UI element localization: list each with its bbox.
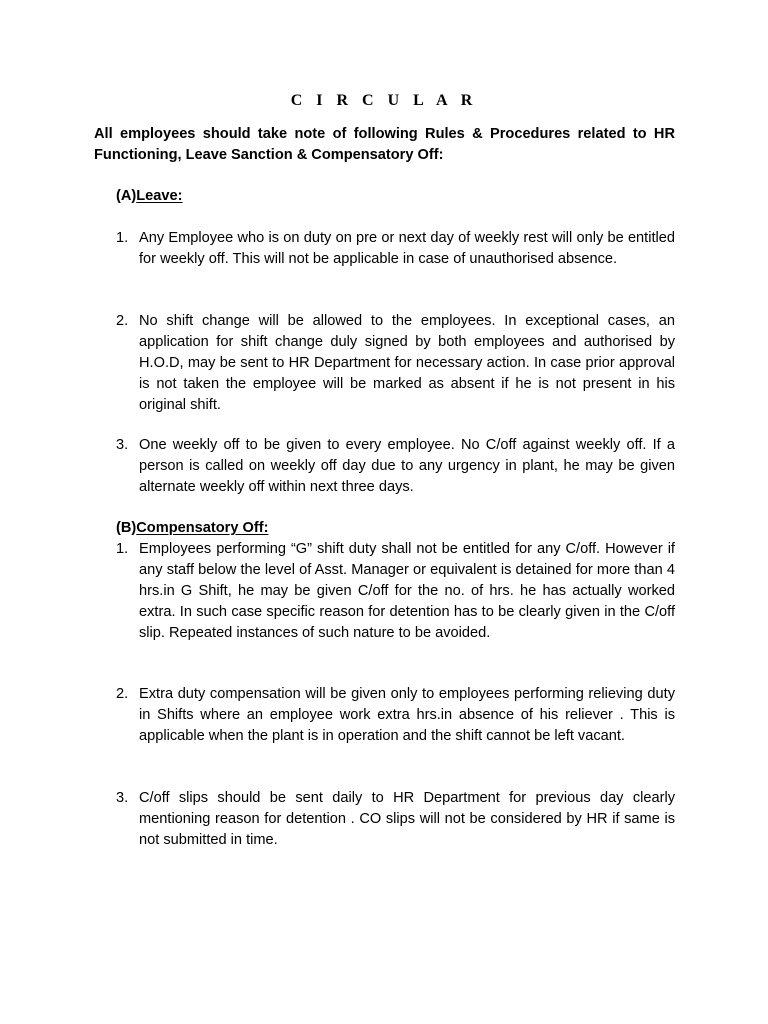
list-item	[116, 228, 675, 270]
item-number: 3.	[116, 437, 129, 453]
item-number: 2.	[116, 313, 129, 329]
section-label: Leave:	[136, 188, 183, 204]
item-text: Employees performing “G” shift duty shall not be entitled for any C/off. However if any staff below the level of Asst. Manager or equivalent is detained for more than 4 hrs.in G Shift, he may be given C/off for the no. of hrs. he has actually worked extra. In such case specific reason for detention has to be clearly given in the C/off slip. Repeated instances of such nature to be avoided.	[139, 541, 675, 641]
section-heading-leave	[116, 186, 183, 207]
item-text: C/off slips should be sent daily to HR Department for previous day clearly mentioning reason for detention . CO slips will not be considered by HR if same is not submitted in time.	[139, 790, 675, 848]
section-marker: (B)	[116, 520, 137, 536]
section-marker: (A)	[116, 188, 137, 204]
item-number: 2.	[116, 686, 129, 702]
intro-paragraph: All employees should take note of following Rules & Procedures related to HR Functioning, Leave Sanction & Compensatory Off:	[94, 126, 675, 163]
list-item	[116, 539, 675, 644]
list-item	[116, 788, 675, 851]
list-item	[116, 311, 675, 416]
item-number: 1.	[116, 230, 129, 246]
list-item	[116, 435, 675, 498]
item-number: 3.	[116, 790, 129, 806]
item-text: One weekly off to be given to every employee. No C/off against weekly off. If a person is called on weekly off day due to any urgency in plant, he may be given alternate weekly off within next three days.	[139, 437, 675, 495]
item-text: Extra duty compensation will be given only to employees performing relieving duty in Shifts where an employee work extra hrs.in absence of his reliever . This is applicable when the plant is in operation and the shift cannot be left vacant.	[139, 686, 675, 744]
item-text: Any Employee who is on duty on pre or next day of weekly rest will only be entitled for weekly off. This will not be applicable in case of unauthorised absence.	[139, 230, 675, 267]
page-title: C I R C U L A R	[290, 92, 478, 109]
item-text: No shift change will be allowed to the employees. In exceptional cases, an application for shift change duly signed by both employees and authorised by H.O.D, may be sent to HR Department for necessary action. In case prior approval is not taken the employee will be marked as absent if he is not present in his original shift.	[139, 313, 675, 413]
section-heading-compensatory-off	[116, 518, 268, 539]
section-label: Compensatory Off:	[136, 520, 269, 536]
list-item	[116, 684, 675, 747]
item-number: 1.	[116, 541, 129, 557]
